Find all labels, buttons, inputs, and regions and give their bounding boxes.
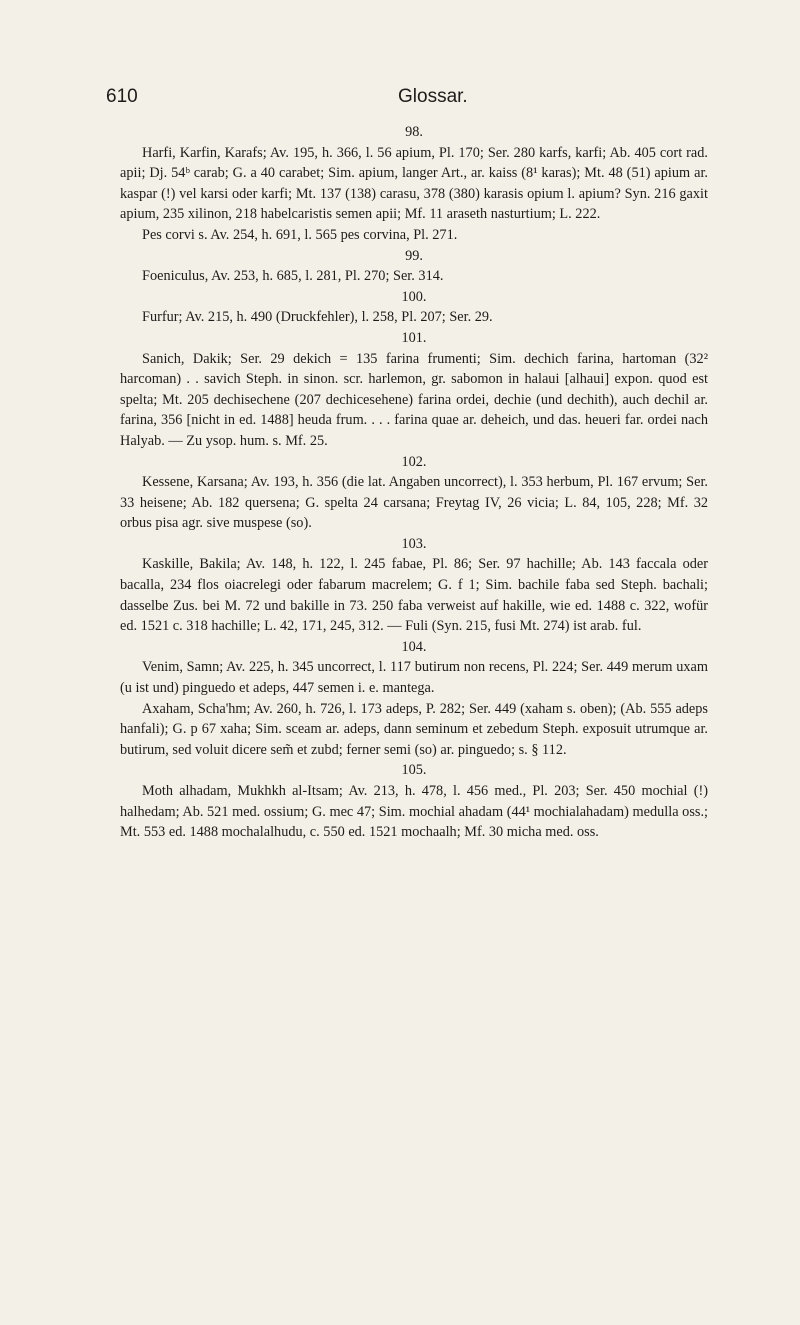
glossary-body	[120, 122, 708, 843]
entry-paragraph: Axaham, Scha'hm; Av. 260, h. 726, l. 173 adeps, P. 282; Ser. 449 (xaham s. oben); (Ab. 555 adeps hanfali); G. p 67 xaha; Sim. sceam ar. adeps, dann seminum et zebedum Steph. exposuit utrumque ar. butirum, sed voluit dicere sem̃ et zubd; ferner semi (so) ar. pinguedo; s. § 112.	[120, 700, 708, 758]
entry-number: 102.	[401, 453, 427, 470]
page-header	[106, 86, 708, 110]
entry-number: 104.	[401, 638, 427, 655]
entry-paragraph: Moth alhadam, Mukhkh al-Itsam; Av. 213, h. 478, l. 456 med., Pl. 203; Ser. 450 mochial (!) halhedam; Ab. 521 med. ossium; G. mec 47; Sim. mochial ahadam (44¹ mochialahadam) medulla oss.; Mt. 553 ed. 1488 mochalalhudu, c. 550 ed. 1521 mochaalh; Mf. 30 micha med. oss.	[120, 783, 708, 841]
entry-paragraph: Venim, Samn; Av. 225, h. 345 uncorrect, l. 117 butirum non recens, Pl. 224; Ser. 449 merum uxam (u ist und) pinguedo et adeps, 447 semen i. e. mantega.	[120, 659, 708, 697]
entry-number: 105.	[401, 762, 427, 779]
entry-paragraph: Kessene, Karsana; Av. 193, h. 356 (die lat. Angaben uncorrect), l. 353 herbum, Pl. 167 ervum; Ser. 33 heisene; Ab. 182 quersena; G. spelta 24 carsana; Freytag IV, 26 vicia; L. 84, 105, 228; Mf. 32 orbus pisa agr. sive muspese (so).	[120, 474, 708, 532]
glossary-entry-100	[120, 287, 708, 328]
glossary-entry-105	[120, 760, 708, 842]
entry-number: 98.	[405, 124, 423, 140]
running-head: Glossar.	[398, 86, 468, 107]
glossary-entry-99	[120, 246, 708, 287]
entry-paragraph: Harfi, Karfin, Karafs; Av. 195, h. 366, l. 56 apium, Pl. 170; Ser. 280 karfs, karfi; Ab. 405 cort rad. apii; Dj. 54ᵇ carab; G. a 40 carabet; Sim. apium, langer Art., ar. kaiss (8¹ karas); Mt. 48 (51) apium ar. kaspar (!) vel karsi oder karfi; Mt. 137 (138) carasu, 378 (380) karasis opium l. apium? Syn. 216 gaxit apium, 235 xilinon, 218 habelcaristis semen apii; Mf. 11 araseth nasturtium; L. 222.	[120, 144, 708, 223]
entry-paragraph: Pes corvi s. Av. 254, h. 691, l. 565 pes corvina, Pl. 271.	[142, 226, 458, 243]
glossary-entry-102	[120, 452, 708, 534]
glossary-entry-104	[120, 637, 708, 761]
entry-paragraph: Foeniculus, Av. 253, h. 685, l. 281, Pl. 270; Ser. 314.	[142, 268, 444, 285]
entry-paragraph: Kaskille, Bakila; Av. 148, h. 122, l. 245 fabae, Pl. 86; Ser. 97 hachille; Ab. 143 faccala oder bacalla, 234 flos oiacrelegi oder fabarum macrelem; G. f 1; Sim. bachile faba sed Steph. bachali; dasselbe Zus. bei M. 72 und bakille in 73. 250 faba verweist auf hakille, wie ed. 1488 c. 322, wofür ed. 1521 c. 318 hachille; L. 42, 171, 245, 312. — Fuli (Syn. 215, fusi Mt. 274) ist arab. ful.	[120, 556, 708, 635]
entry-number: 100.	[401, 288, 427, 305]
glossary-entry-98	[120, 122, 708, 246]
page-number: 610	[106, 86, 138, 107]
entry-number: 99.	[405, 247, 423, 264]
entry-paragraph: Furfur; Av. 215, h. 490 (Druckfehler), l. 258, Pl. 207; Ser. 29.	[142, 309, 493, 326]
entry-number: 103.	[401, 535, 427, 552]
entry-number: 101.	[401, 329, 427, 346]
glossary-entry-103	[120, 534, 708, 637]
glossary-entry-101	[120, 328, 708, 452]
entry-paragraph: Sanich, Dakik; Ser. 29 dekich = 135 farina frumenti; Sim. dechich farina, hartoman (32² harcoman) . . savich Steph. in sinon. scr. harlemon, gr. sabomon in halaui [alhaui] expon. quod est spelta; Mt. 205 dechisechene (207 dechicesehene) farina ordei, dechie (und dechith), auch dechil ar. farina, 356 [nicht in ed. 1488] heuda frum. . . . farina quae ar. deheich, und das. heueri far. ordei nach Halyab. — Zu ysop. hum. s. Mf. 25.	[120, 350, 708, 449]
